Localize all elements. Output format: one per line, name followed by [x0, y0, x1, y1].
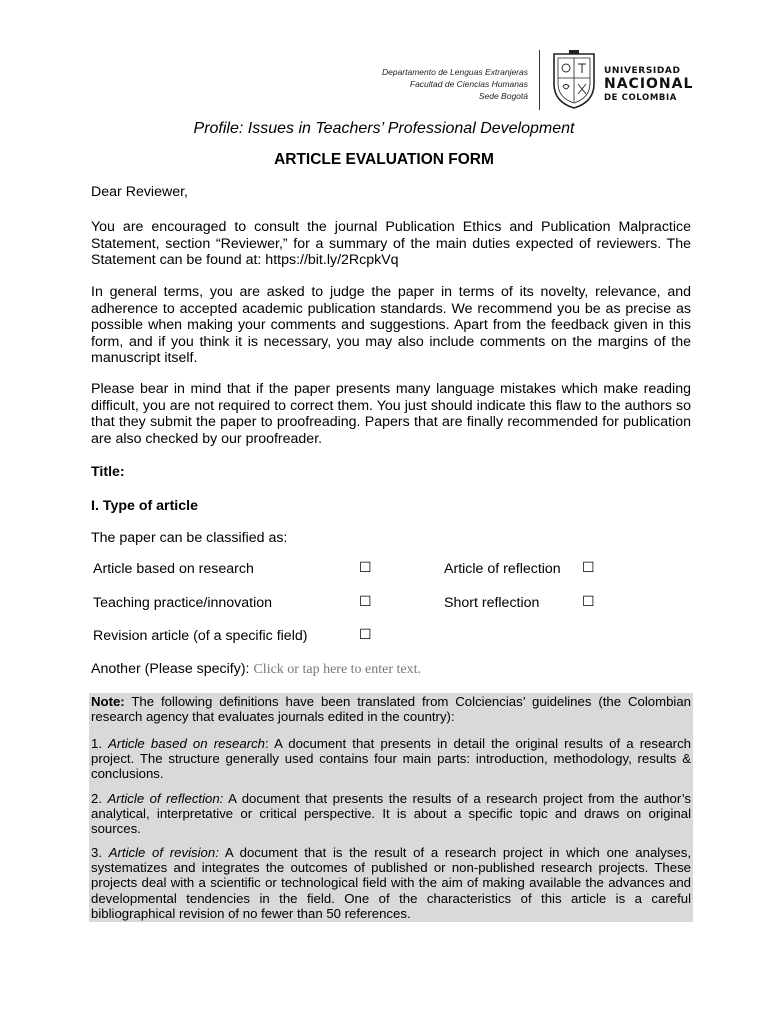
- another-label: Another (Please specify):: [91, 661, 250, 677]
- university-name: [604, 65, 693, 104]
- note-item-text: A document that is the result of a research project in which one analyses, systematizes and integrates the outcomes of published or non-published research projects. These projects deal with a scientific or technological field with the aim of making available the advances and developmental tendencies in the field. One of the characteristics of this article is a careful bibliographical revision of no fewer than 50 references.: [91, 845, 692, 921]
- checkbox-teaching[interactable]: ☐: [359, 594, 372, 610]
- university-seal-icon: [551, 50, 597, 110]
- form-title: ARTICLE EVALUATION FORM: [274, 151, 494, 168]
- option-label-revision: Revision article (of a specific field): [93, 628, 308, 644]
- section-heading-type: I. Type of article: [91, 498, 198, 514]
- journal-prefix: Profile:: [193, 120, 244, 137]
- paragraph-general-terms: In general terms, you are asked to judge the paper in terms of its novelty, relevance, and adherence to accepted academic publication standards. We recommend you be as precise as possible when making your comments and suggestions. Apart from the feedback given in this form, and if you think it is necessary, you may also include comments on the margins of the manuscript itself.: [91, 284, 691, 366]
- checkbox-research[interactable]: ☐: [359, 560, 372, 576]
- note-label: Note:: [91, 694, 125, 709]
- journal-name: Issues in Teachers’ Professional Development: [247, 120, 575, 137]
- note-intro-text: The following definitions have been translated from Colciencias’ guidelines (the Colombian research agency that evaluates journals edited in the country):: [91, 694, 691, 725]
- checkbox-short-reflection[interactable]: ☐: [582, 594, 595, 610]
- header-divider: [539, 50, 540, 110]
- note-item: [91, 791, 691, 837]
- option-label-reflection: Article of reflection: [444, 561, 561, 577]
- note-intro: [91, 694, 691, 724]
- paragraph-language: Please bear in mind that if the paper presents many language mistakes which make reading difficult, you are not required to correct them. You just should indicate this flaw to the authors so that they submit the paper to proofreading. Papers that are finally recommended for publication are also checked by our proofreader.: [91, 381, 691, 447]
- campus-line: Sede Bogotá: [478, 91, 528, 101]
- note-item-number: 2.: [91, 791, 102, 806]
- classification-intro: The paper can be classified as:: [91, 530, 288, 546]
- checkbox-reflection[interactable]: ☐: [582, 560, 595, 576]
- paragraph-ethics: You are encouraged to consult the journal Publication Ethics and Publication Malpractice Statement, section “Reviewer,” for a summary of the main duties expected of reviewers. The Statement can be found at: https://bit.ly/2RcpkVq: [91, 219, 691, 268]
- note-item-term: Article of reflection:: [107, 791, 224, 806]
- another-text-field[interactable]: Click or tap here to enter text.: [253, 662, 422, 677]
- salutation: Dear Reviewer,: [91, 184, 188, 200]
- note-item-number: 1.: [91, 736, 102, 751]
- note-item-term: Article of revision:: [108, 845, 219, 860]
- note-item-number: 3.: [91, 845, 102, 860]
- university-name-line3: DE COLOMBIA: [604, 93, 677, 103]
- note-item: [91, 845, 691, 921]
- university-name-line2: NACIONAL: [604, 76, 694, 92]
- department-line: Departamento de Lenguas Extranjeras: [381, 67, 528, 77]
- university-name-line1: UNIVERSIDAD: [604, 66, 681, 76]
- option-label-teaching: Teaching practice/innovation: [93, 595, 273, 611]
- note-item-separator: :: [265, 736, 269, 751]
- checkbox-revision[interactable]: ☐: [359, 627, 372, 643]
- option-label-research: Article based on research: [93, 561, 254, 577]
- journal-title: [0, 120, 768, 138]
- title-label: Title:: [91, 464, 125, 480]
- note-item-term: Article based on research: [108, 736, 266, 751]
- another-row: [91, 661, 421, 678]
- note-item-text: A document that presents the results of a research project from the author’s analytical, interpretative or critical perspective. It is about a specific topic and draws on original sources.: [91, 791, 692, 837]
- note-item-text: A document that presents in detail the original results of a research project. The structure generally used contains four main parts: introduction, methodology, results & conclusions.: [91, 736, 692, 782]
- faculty-line: Facultad de Ciencias Humanas: [409, 79, 528, 89]
- option-label-short-reflection: Short reflection: [444, 595, 540, 611]
- note-item: [91, 736, 691, 782]
- department-block: [382, 66, 528, 102]
